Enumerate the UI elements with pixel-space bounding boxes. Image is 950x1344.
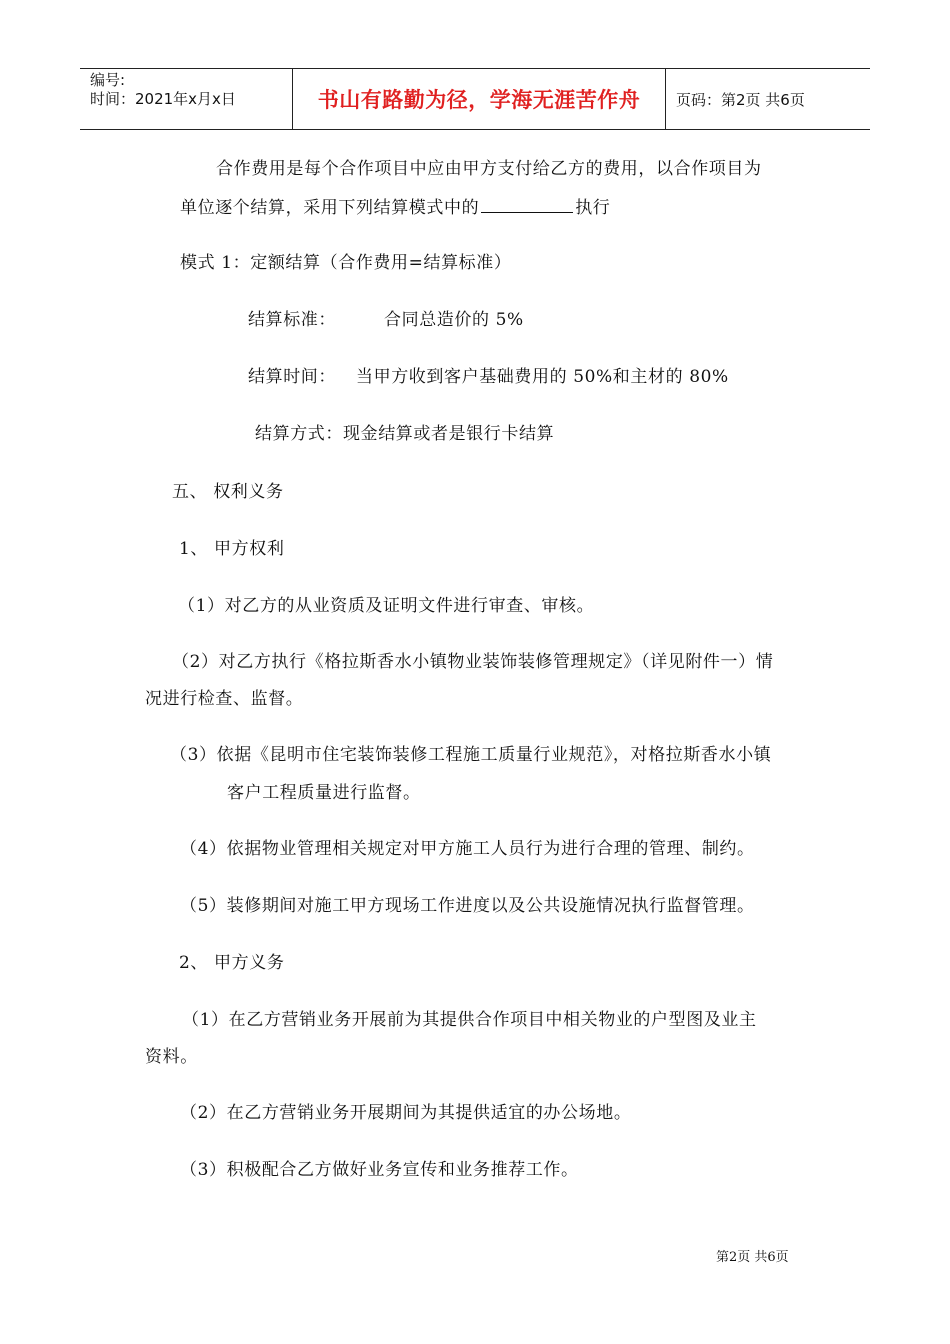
settlement-standard-label: 结算标准： bbox=[248, 310, 336, 330]
list-item: （3）依据《昆明市住宅装饰装修工程施工质量行业规范》，对格拉斯香水小镇 bbox=[170, 745, 772, 765]
list-item: （2）在乙方营销业务开展期间为其提供适宜的办公场地。 bbox=[180, 1103, 632, 1123]
document-header bbox=[80, 68, 870, 130]
fill-in-blank bbox=[481, 196, 573, 213]
paragraph-line bbox=[180, 196, 610, 219]
settlement-method: 结算方式：现金结算或者是银行卡结算 bbox=[255, 424, 555, 444]
paragraph-text: 执行 bbox=[575, 198, 611, 218]
paragraph-text: 单位逐个结算，采用下列结算模式中的 bbox=[180, 198, 480, 218]
mode-heading: 模式 1：定额结算（合作费用=结算标准） bbox=[180, 253, 512, 273]
list-item: （1）对乙方的从业资质及证明文件进行审查、审核。 bbox=[178, 596, 595, 616]
list-item: （2）对乙方执行《格拉斯香水小镇物业装饰装修管理规定》（详见附件一）情 bbox=[172, 652, 774, 672]
settlement-time-value: 当甲方收到客户基础费用的 50%和主材的 80% bbox=[356, 367, 729, 387]
document-date: 时间：2021年x月x日 bbox=[90, 90, 236, 108]
footer-page-number: 第2页 共6页 bbox=[716, 1250, 789, 1265]
list-item-continuation: 客户工程质量进行监督。 bbox=[227, 783, 421, 803]
header-motto: 书山有路勤为径，学海无涯苦作舟 bbox=[292, 69, 666, 129]
list-item: （3）积极配合乙方做好业务宣传和业务推荐工作。 bbox=[180, 1160, 579, 1180]
list-item: （4）依据物业管理相关规定对甲方施工人员行为进行合理的管理、制约。 bbox=[180, 839, 755, 859]
subsection-heading: 2、 甲方义务 bbox=[179, 953, 285, 973]
subsection-heading: 1、 甲方权利 bbox=[179, 539, 285, 559]
settlement-standard-value: 合同总造价的 5% bbox=[384, 310, 524, 330]
list-item-continuation: 资料。 bbox=[145, 1047, 198, 1067]
section-heading: 五、 权利义务 bbox=[172, 482, 284, 502]
list-item-continuation: 况进行检查、监督。 bbox=[145, 689, 304, 709]
paragraph-line: 合作费用是每个合作项目中应由甲方支付给乙方的费用，以合作项目为 bbox=[216, 159, 762, 179]
header-meta bbox=[80, 69, 292, 129]
settlement-time-label: 结算时间： bbox=[248, 367, 336, 387]
list-item: （5）装修期间对施工甲方现场工作进度以及公共设施情况执行监督管理。 bbox=[180, 896, 755, 916]
document-number-label: 编号: bbox=[90, 71, 126, 89]
header-page-number: 页码：第2页 共6页 bbox=[676, 90, 805, 109]
list-item: （1）在乙方营销业务开展前为其提供合作项目中相关物业的户型图及业主 bbox=[182, 1010, 757, 1030]
